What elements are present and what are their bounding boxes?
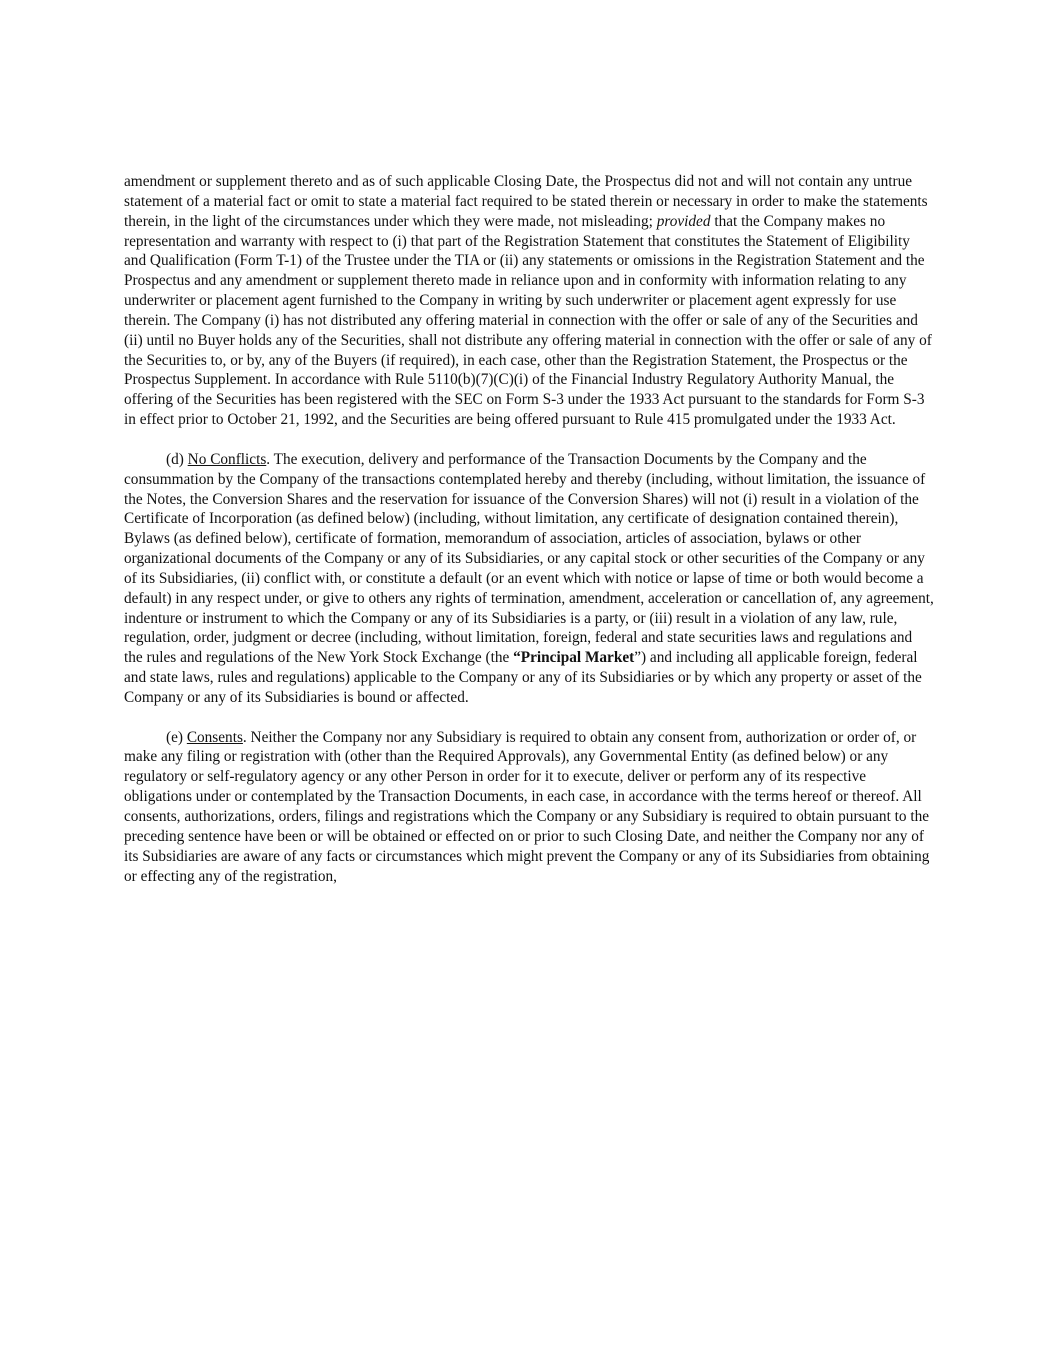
section-number: (e) <box>166 728 187 746</box>
provided-italic-term: provided <box>656 212 711 230</box>
section-heading-no-conflicts: No Conflicts <box>187 450 267 468</box>
paragraph-text: amendment or supplement thereto and as of such applicable Closing Date, the Prospectus did not and will not contain any untrue statement of a material fact or omit to state a material fact required to be stated therein or necessary in order to make the statements therein, in the light of the circumstances under which they were made, not misleading; <box>124 173 928 230</box>
paragraph-text: that the Company makes no representation and warranty with respect to (i) that part of the Registration Statement that constitutes the Statement of Eligibility and Qualification (Form T-1) of the Trustee under the TIA or (ii) any statements or omissions in the Registration Statement and the Prospectus and any amendment or supplement thereto made in reliance upon and in conformity with information relating to any underwriter or placement agent furnished to the Company in writing by such underwriter or placement agent expressly for use therein. The Company (i) has not distributed any offering material in connection with the offer or sale of any of the Securities and (ii) until no Buyer holds any of the Securities, shall not distribute any offering material in connection with the offer or sale of any of the Securities to, or by, any of the Buyers (if required), in each case, other than the Registration Statement, the Prospectus or the Prospectus Supplement. In accordance with Rule 5110(b)(7)(C)(i) of the Financial Industry Regulatory Authority Manual, the offering of the Securities has been registered with the SEC on Form S-3 under the 1933 Act pursuant to the standards for Form S-3 in effect prior to October 21, 1992, and the Securities are being offered pursuant to Rule 415 promulgated under the 1933 Act. <box>124 212 932 429</box>
paragraph-prospectus-continuation <box>124 172 934 430</box>
paragraph-consents <box>124 728 934 887</box>
document-page <box>124 172 934 906</box>
paragraph-text: ”) and including all applicable foreign, federal and state laws, rules and regulations) applicable to the Company or any of its Subsidiaries or by which any property or asset of the Company or any of its Subsidiaries is bound or affected. <box>124 649 922 706</box>
defined-term-principal-market: “Principal Market <box>513 649 635 667</box>
section-heading-consents: Consents <box>186 728 243 746</box>
paragraph-text: . The execution, delivery and performance of the Transaction Documents by the Company and the consummation by the Company of the transactions contemplated hereby and thereby (including, without limitation, the issuance of the Notes, the Conversion Shares and the reservation for issuance of the Conversion Shares) will not (i) result in a violation of the Certificate of Incorporation (as defined below) (including, without limitation, any certificate of designation contained therein), Bylaws (as defined below), certificate of formation, memorandum of association, articles of association, bylaws or other organizational documents of the Company or any of its Subsidiaries, or any capital stock or other securities of the Company or any of its Subsidiaries, (ii) conflict with, or constitute a default (or an event which with notice or lapse of time or both would become a default) in any respect under, or give to others any rights of termination, amendment, acceleration or cancellation of, any agreement, indenture or instrument to which the Company or any of its Subsidiaries is a party, or (iii) result in a violation of any law, rule, regulation, order, judgment or decree (including, without limitation, foreign, federal and state securities laws and regulations and the rules and regulations of the New York Stock Exchange (the <box>124 450 934 667</box>
section-number: (d) <box>166 450 188 468</box>
paragraph-no-conflicts <box>124 450 934 708</box>
paragraph-text: . Neither the Company nor any Subsidiary is required to obtain any consent from, authorization or order of, or make any filing or registration with (other than the Required Approvals), any Governmental Entity (as defined below) or any regulatory or self-regulatory agency or any other Person in order for it to execute, deliver or perform any of its respective obligations under or contemplated by the Transaction Documents, in each case, in accordance with the terms hereof or thereof. All consents, authorizations, orders, filings and registrations which the Company or any Subsidiary is required to obtain pursuant to the preceding sentence have been or will be obtained or effected on or prior to such Closing Date, and neither the Company nor any of its Subsidiaries are aware of any facts or circumstances which might prevent the Company or any of its Subsidiaries from obtaining or effecting any of the registration, <box>124 728 930 885</box>
